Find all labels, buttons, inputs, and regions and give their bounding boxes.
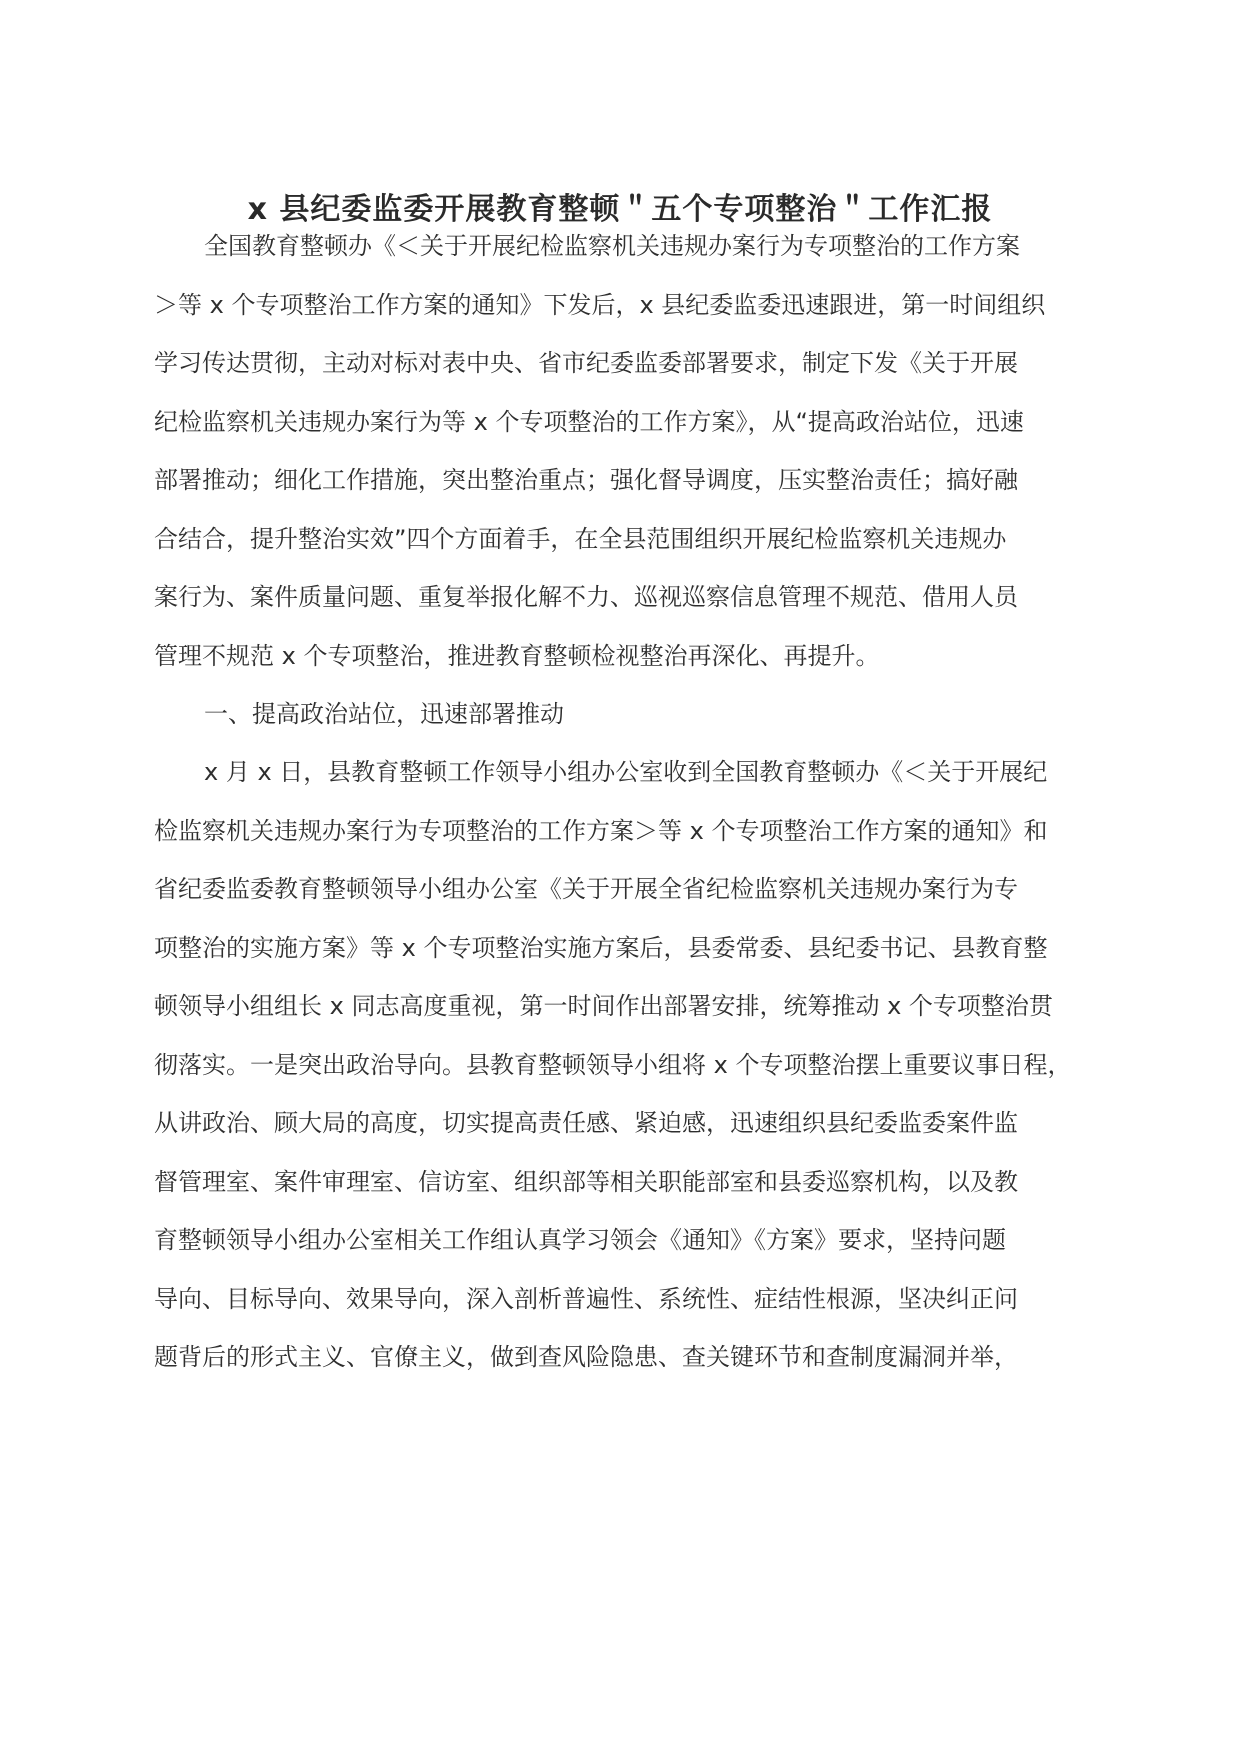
paragraph-line: 从讲政治、顾大局的高度，切实提高责任感、紧迫感，迅速组织县纪委监委案件监 [154,1109,1018,1137]
paragraph-line: 学习传达贯彻，主动对标对表中央、省市纪委监委部署要求，制定下发《关于开展 [154,349,1018,377]
paragraph-line: 导向、目标导向、效果导向，深入剖析普遍性、系统性、症结性根源，坚决纠正问 [154,1285,1018,1313]
paragraph-line: 纪检监察机关违规办案行为等 x 个专项整治的工作方案》，从“提高政治站位，迅速 [154,408,1024,436]
paragraph-line: 省纪委监委教育整顿领导小组办公室《关于开展全省纪检监察机关违规办案行为专 [154,875,1018,903]
paragraph-line: 项整治的实施方案》等 x 个专项整治实施方案后，县委常委、县纪委书记、县教育整 [154,934,1048,962]
paragraph-line: x 月 x 日，县教育整顿工作领导小组办公室收到全国教育整顿办《＜关于开展纪 [204,758,1048,786]
paragraph-line: 督管理室、案件审理室、信访室、组织部等相关职能部室和县委巡察机构，以及教 [154,1168,1018,1196]
paragraph-line: 全国教育整顿办《＜关于开展纪检监察机关违规办案行为专项整治的工作方案 [204,232,1020,260]
section-heading: 一、提高政治站位，迅速部署推动 [204,700,564,728]
paragraph-line: 合结合，提升整治实效”四个方面着手，在全县范围组织开展纪检监察机关违规办 [154,525,1007,553]
paragraph-line: 管理不规范 x 个专项整治，推进教育整顿检视整治再深化、再提升。 [154,642,880,670]
paragraph-line: 部署推动；细化工作措施，突出整治重点；强化督导调度，压实整治责任；搞好融 [154,466,1018,494]
paragraph-line: 顿领导小组组长 x 同志高度重视，第一时间作出部署安排，统筹推动 x 个专项整治贯 [154,992,1053,1020]
paragraph-line: 题背后的形式主义、官僚主义，做到查风险隐患、查关键环节和查制度漏洞并举， [154,1343,1018,1371]
paragraph-line: 案行为、案件质量问题、重复举报化解不力、巡视巡察信息管理不规范、借用人员 [154,583,1018,611]
paragraph-line: ＞等 x 个专项整治工作方案的通知》下发后，x 县纪委监委迅速跟进，第一时间组织 [154,291,1046,319]
paragraph-line: 育整顿领导小组办公室相关工作组认真学习领会《通知》《方案》要求，坚持问题 [154,1226,1006,1254]
paragraph-line: 检监察机关违规办案行为专项整治的工作方案＞等 x 个专项整治工作方案的通知》和 [154,817,1048,845]
document-title: x 县纪委监委开展教育整顿＂五个专项整治＂工作汇报 [247,192,993,227]
paragraph-line: 彻落实。一是突出政治导向。县教育整顿领导小组将 x 个专项整治摆上重要议事日程， [154,1051,1072,1079]
